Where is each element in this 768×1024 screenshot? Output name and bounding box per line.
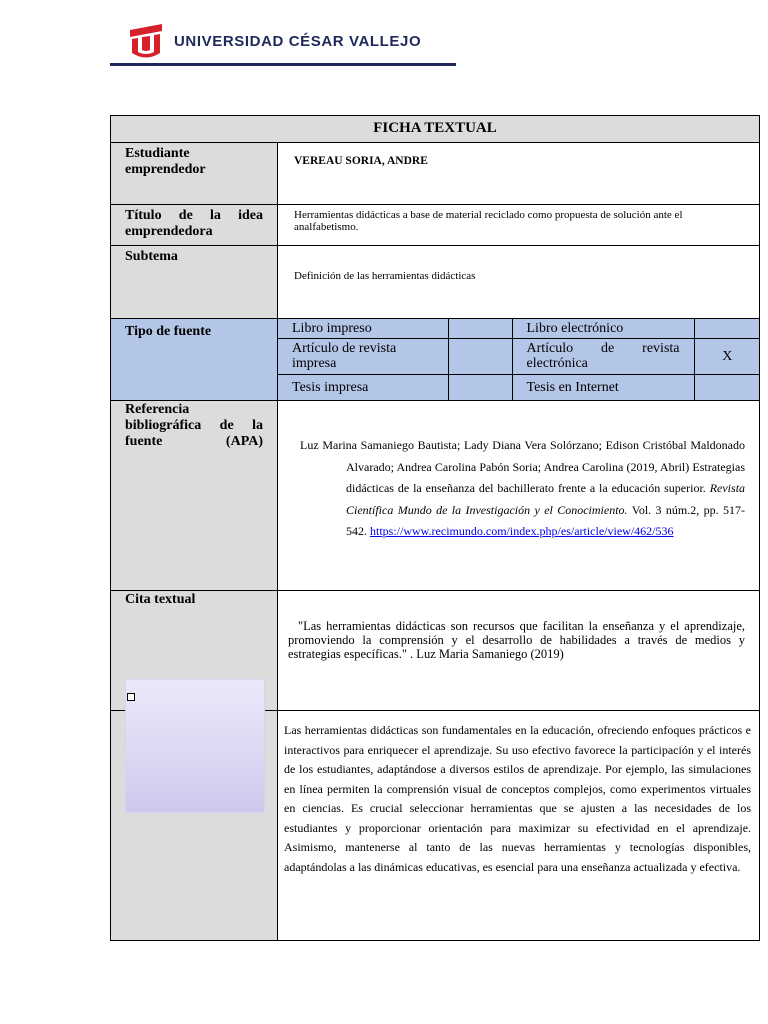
document-header bbox=[0, 0, 768, 80]
university-name: UNIVERSIDAD CÉSAR VALLEJO bbox=[174, 33, 422, 50]
fuente-articulo-impresa-check bbox=[448, 338, 512, 375]
comentario-checkbox-icon bbox=[127, 693, 135, 701]
fuente-libro-impreso: Libro impreso bbox=[278, 319, 448, 338]
fuente-label: Tipo de fuente bbox=[111, 319, 278, 401]
subtema-value: Definición de las herramientas didácticas bbox=[278, 246, 760, 319]
titulo-value: Herramientas didácticas a base de material reciclado como propuesta de solución ante el analfabetismo. bbox=[278, 205, 760, 246]
fuente-tesis-impresa-check bbox=[448, 375, 512, 400]
referencia-journal: Revista Científica Mundo de la Investigación y el Conocimiento. bbox=[346, 481, 746, 517]
comentario-cell bbox=[278, 711, 760, 941]
cita-value: "Las herramientas didácticas son recursos que facilitan la enseñanza y el aprendizaje, promoviendo la comprensión y el desarrollo de habilidades a través de medios y estrategias específicas." . Luz Maria Samaniego (2019) bbox=[288, 619, 746, 661]
fuente-tesis-impresa: Tesis impresa bbox=[278, 375, 448, 400]
referencia-volume: Vol. 3 núm.2, pp. 517-542. bbox=[346, 502, 745, 538]
fuente-grid bbox=[278, 319, 760, 400]
cita-label: Cita textual bbox=[111, 591, 278, 711]
comentario-value: Las herramientas didácticas son fundamentales en la educación, ofreciendo enfoques prácticos e interactivos para enriquecer el aprendizaje. Su uso efectivo favorece la participación y el interés de los estudiantes, adaptándose a diversos estilos de aprendizaje. Por ejemplo, las simulaciones en línea permiten la comprensión visual de conceptos complejos, como experimentos virtuales en ciencias. Es crucial seleccionar herramientas que se ajusten a las necesidades de los estudiantes y proporcionar orientación para maximizar su efectividad en el aprendizaje. Asimismo, mantenerse al tanto de las nuevas herramientas y tecnologías disponibles, adaptándolas a las dinámicas educativas, es esencial para una enseñanza actualizada y efectiva. bbox=[284, 723, 752, 874]
referencia-url-link[interactable]: https://www.recimundo.com/index.php/es/article/view/462/536 bbox=[370, 524, 674, 538]
header-divider bbox=[110, 63, 456, 66]
ficha-title: FICHA TEXTUAL bbox=[111, 116, 760, 143]
fuente-articulo-electronica: Artículo de revista electrónica bbox=[512, 338, 694, 375]
fuente-libro-electronico: Libro electrónico bbox=[512, 319, 694, 338]
estudiante-label: Estudiante emprendedor bbox=[111, 143, 278, 205]
ficha-textual-table bbox=[110, 115, 760, 941]
fuente-libro-impreso-check bbox=[448, 319, 512, 338]
referencia-label: Referencia bibliográfica de la fuente (APA) bbox=[111, 401, 278, 591]
ucv-logo-icon bbox=[128, 24, 164, 58]
referencia-cell bbox=[278, 401, 760, 591]
comentario-decorative-box bbox=[125, 679, 265, 813]
referencia-apa bbox=[278, 401, 759, 543]
fuente-libro-electronico-check bbox=[694, 319, 760, 338]
fuente-articulo-impresa: Artículo de revista impresa bbox=[278, 338, 448, 375]
estudiante-value: VEREAU SORIA, ANDRE bbox=[278, 143, 760, 205]
subtema-label: Subtema bbox=[111, 246, 278, 319]
cita-cell bbox=[278, 591, 760, 711]
fuente-articulo-electronica-check: X bbox=[694, 338, 760, 375]
titulo-label: Título de la idea emprendedora bbox=[111, 205, 278, 246]
referencia-authors: Luz Marina Samaniego Bautista; Lady Diana Vera Solórzano; Edison Cristóbal Maldonado Alvarado; Andrea Carolina Pabón Soria; Andrea Carolina (2019, Abril) Estrategias didácticas de la enseñanza del bachillerato frente a la educación superior. bbox=[300, 438, 746, 495]
fuente-tesis-internet-check bbox=[694, 375, 760, 400]
fuente-options bbox=[278, 319, 760, 401]
fuente-tesis-internet: Tesis en Internet bbox=[512, 375, 694, 400]
